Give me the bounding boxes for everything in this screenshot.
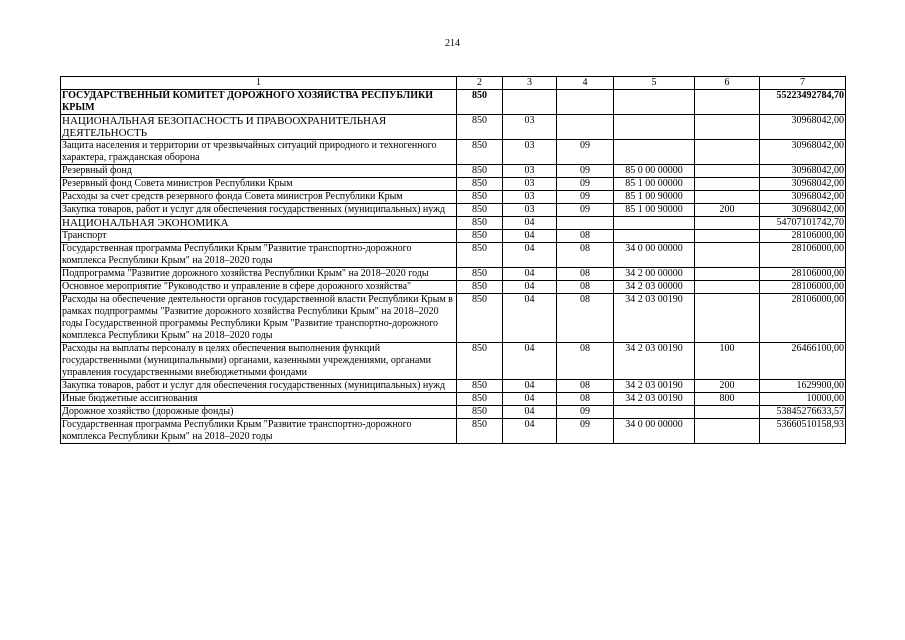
- expense-type-cell: [695, 90, 760, 115]
- column-header: 1: [61, 77, 457, 90]
- subsection-code-cell: 08: [557, 343, 614, 380]
- column-header: 4: [557, 77, 614, 90]
- column-header: 2: [457, 77, 503, 90]
- row-name-cell: НАЦИОНАЛЬНАЯ ЭКОНОМИКА: [61, 217, 457, 230]
- section-code-cell: 04: [503, 243, 557, 268]
- subsection-code-cell: 08: [557, 380, 614, 393]
- expense-type-cell: [695, 217, 760, 230]
- target-article-cell: 34 2 03 00190: [614, 380, 695, 393]
- amount-cell: 55223492784,70: [760, 90, 846, 115]
- table-row: [61, 343, 846, 380]
- expense-type-cell: [695, 281, 760, 294]
- ministry-code-cell: 850: [457, 230, 503, 243]
- subsection-code-cell: 08: [557, 294, 614, 343]
- column-header: 7: [760, 77, 846, 90]
- target-article-cell: 34 0 00 00000: [614, 243, 695, 268]
- ministry-code-cell: 850: [457, 268, 503, 281]
- amount-cell: 53660510158,93: [760, 419, 846, 444]
- table-row: [61, 165, 846, 178]
- amount-cell: 28106000,00: [760, 294, 846, 343]
- subsection-code-cell: 08: [557, 393, 614, 406]
- ministry-code-cell: 850: [457, 419, 503, 444]
- expense-type-cell: [695, 178, 760, 191]
- section-code-cell: 04: [503, 393, 557, 406]
- expense-type-cell: [695, 191, 760, 204]
- target-article-cell: 34 2 03 00190: [614, 343, 695, 380]
- row-name-cell: Резервный фонд: [61, 165, 457, 178]
- expense-type-cell: [695, 268, 760, 281]
- subsection-code-cell: 08: [557, 243, 614, 268]
- ministry-code-cell: 850: [457, 204, 503, 217]
- target-article-cell: [614, 406, 695, 419]
- table-row: [61, 230, 846, 243]
- section-code-cell: 03: [503, 191, 557, 204]
- table-row: [61, 217, 846, 230]
- table-row: [61, 191, 846, 204]
- subsection-code-cell: [557, 217, 614, 230]
- expense-type-cell: 200: [695, 380, 760, 393]
- ministry-code-cell: 850: [457, 115, 503, 140]
- ministry-code-cell: 850: [457, 140, 503, 165]
- table-row: [61, 393, 846, 406]
- expense-type-cell: [695, 406, 760, 419]
- section-code-cell: 04: [503, 380, 557, 393]
- table-row: [61, 268, 846, 281]
- row-name-cell: Расходы на выплаты персоналу в целях обеспечения выполнения функций государственными (муниципальными) органами, казенными учреждениями, органами управления государственными внебюджетными фондами: [61, 343, 457, 380]
- amount-cell: 53845276633,57: [760, 406, 846, 419]
- section-code-cell: 04: [503, 281, 557, 294]
- section-code-cell: 04: [503, 230, 557, 243]
- expense-type-cell: 200: [695, 204, 760, 217]
- amount-cell: 28106000,00: [760, 281, 846, 294]
- table-row: [61, 380, 846, 393]
- table-row: [61, 178, 846, 191]
- target-article-cell: 34 0 00 00000: [614, 419, 695, 444]
- budget-table: [60, 76, 846, 444]
- section-code-cell: [503, 90, 557, 115]
- amount-cell: 54707101742,70: [760, 217, 846, 230]
- ministry-code-cell: 850: [457, 191, 503, 204]
- column-header: 3: [503, 77, 557, 90]
- table-row: [61, 140, 846, 165]
- ministry-code-cell: 850: [457, 243, 503, 268]
- section-code-cell: 03: [503, 178, 557, 191]
- section-code-cell: 03: [503, 165, 557, 178]
- amount-cell: 30968042,00: [760, 191, 846, 204]
- target-article-cell: [614, 140, 695, 165]
- row-name-cell: Защита населения и территории от чрезвычайных ситуаций природного и техногенного характера, гражданская оборона: [61, 140, 457, 165]
- expense-type-cell: [695, 243, 760, 268]
- section-code-cell: 03: [503, 115, 557, 140]
- expense-type-cell: 800: [695, 393, 760, 406]
- subsection-code-cell: 09: [557, 419, 614, 444]
- row-name-cell: Закупка товаров, работ и услуг для обеспечения государственных (муниципальных) нужд: [61, 380, 457, 393]
- target-article-cell: 85 1 00 90000: [614, 204, 695, 217]
- page-number: 214: [445, 38, 460, 49]
- ministry-code-cell: 850: [457, 217, 503, 230]
- table-row: [61, 281, 846, 294]
- table-row: [61, 115, 846, 140]
- subsection-code-cell: [557, 115, 614, 140]
- table-row: [61, 204, 846, 217]
- ministry-code-cell: 850: [457, 343, 503, 380]
- row-name-cell: Транспорт: [61, 230, 457, 243]
- section-code-cell: 04: [503, 419, 557, 444]
- column-header: 5: [614, 77, 695, 90]
- ministry-code-cell: 850: [457, 178, 503, 191]
- ministry-code-cell: 850: [457, 393, 503, 406]
- expense-type-cell: [695, 294, 760, 343]
- row-name-cell: Основное мероприятие "Руководство и управление в сфере дорожного хозяйства": [61, 281, 457, 294]
- target-article-cell: 34 2 03 00190: [614, 294, 695, 343]
- row-name-cell: Дорожное хозяйство (дорожные фонды): [61, 406, 457, 419]
- column-number-row: [61, 77, 846, 90]
- row-name-cell: ГОСУДАРСТВЕННЫЙ КОМИТЕТ ДОРОЖНОГО ХОЗЯЙСТВА РЕСПУБЛИКИ КРЫМ: [61, 90, 457, 115]
- amount-cell: 30968042,00: [760, 178, 846, 191]
- table-row: [61, 90, 846, 115]
- subsection-code-cell: 09: [557, 178, 614, 191]
- ministry-code-cell: 850: [457, 406, 503, 419]
- expense-type-cell: 100: [695, 343, 760, 380]
- subsection-code-cell: 09: [557, 140, 614, 165]
- section-code-cell: 03: [503, 204, 557, 217]
- row-name-cell: Резервный фонд Совета министров Республики Крым: [61, 178, 457, 191]
- target-article-cell: 34 2 03 00190: [614, 393, 695, 406]
- row-name-cell: Государственная программа Республики Крым "Развитие транспортно-дорожного комплекса Республики Крым" на 2018–2020 годы: [61, 419, 457, 444]
- subsection-code-cell: 08: [557, 230, 614, 243]
- ministry-code-cell: 850: [457, 294, 503, 343]
- amount-cell: 26466100,00: [760, 343, 846, 380]
- expense-type-cell: [695, 419, 760, 444]
- expense-type-cell: [695, 165, 760, 178]
- ministry-code-cell: 850: [457, 281, 503, 294]
- row-name-cell: Подпрограмма "Развитие дорожного хозяйства Республики Крым" на 2018–2020 годы: [61, 268, 457, 281]
- target-article-cell: [614, 230, 695, 243]
- target-article-cell: [614, 90, 695, 115]
- subsection-code-cell: 09: [557, 406, 614, 419]
- row-name-cell: НАЦИОНАЛЬНАЯ БЕЗОПАСНОСТЬ И ПРАВООХРАНИТЕЛЬНАЯ ДЕЯТЕЛЬНОСТЬ: [61, 115, 457, 140]
- amount-cell: 28106000,00: [760, 230, 846, 243]
- target-article-cell: [614, 115, 695, 140]
- expense-type-cell: [695, 115, 760, 140]
- target-article-cell: 34 2 03 00000: [614, 281, 695, 294]
- amount-cell: 28106000,00: [760, 268, 846, 281]
- row-name-cell: Закупка товаров, работ и услуг для обеспечения государственных (муниципальных) нужд: [61, 204, 457, 217]
- section-code-cell: 04: [503, 268, 557, 281]
- table-row: [61, 294, 846, 343]
- section-code-cell: 04: [503, 294, 557, 343]
- amount-cell: 28106000,00: [760, 243, 846, 268]
- subsection-code-cell: 09: [557, 165, 614, 178]
- expense-type-cell: [695, 140, 760, 165]
- ministry-code-cell: 850: [457, 380, 503, 393]
- expense-type-cell: [695, 230, 760, 243]
- target-article-cell: 34 2 00 00000: [614, 268, 695, 281]
- amount-cell: 30968042,00: [760, 165, 846, 178]
- subsection-code-cell: 08: [557, 281, 614, 294]
- section-code-cell: 04: [503, 406, 557, 419]
- subsection-code-cell: 09: [557, 191, 614, 204]
- target-article-cell: 85 1 00 00000: [614, 178, 695, 191]
- ministry-code-cell: 850: [457, 90, 503, 115]
- row-name-cell: Расходы на обеспечение деятельности органов государственной власти Республики Крым в рамках подпрограммы "Развитие дорожного хозяйства Республики Крым" на 2018–2020 годы Государственной программы Республики Крым "Развитие транспортно-дорожного комплекса Республики Крым" на 2018–2020 годы: [61, 294, 457, 343]
- row-name-cell: Государственная программа Республики Крым "Развитие транспортно-дорожного комплекса Республики Крым" на 2018–2020 годы: [61, 243, 457, 268]
- section-code-cell: 03: [503, 140, 557, 165]
- row-name-cell: Расходы за счет средств резервного фонда Совета министров Республики Крым: [61, 191, 457, 204]
- section-code-cell: 04: [503, 343, 557, 380]
- target-article-cell: 85 1 00 90000: [614, 191, 695, 204]
- subsection-code-cell: 09: [557, 204, 614, 217]
- amount-cell: 30968042,00: [760, 204, 846, 217]
- table-row: [61, 419, 846, 444]
- target-article-cell: [614, 217, 695, 230]
- table-row: [61, 406, 846, 419]
- amount-cell: 30968042,00: [760, 115, 846, 140]
- section-code-cell: 04: [503, 217, 557, 230]
- amount-cell: 1629900,00: [760, 380, 846, 393]
- row-name-cell: Иные бюджетные ассигнования: [61, 393, 457, 406]
- table-row: [61, 243, 846, 268]
- subsection-code-cell: 08: [557, 268, 614, 281]
- amount-cell: 10000,00: [760, 393, 846, 406]
- ministry-code-cell: 850: [457, 165, 503, 178]
- column-header: 6: [695, 77, 760, 90]
- target-article-cell: 85 0 00 00000: [614, 165, 695, 178]
- subsection-code-cell: [557, 90, 614, 115]
- amount-cell: 30968042,00: [760, 140, 846, 165]
